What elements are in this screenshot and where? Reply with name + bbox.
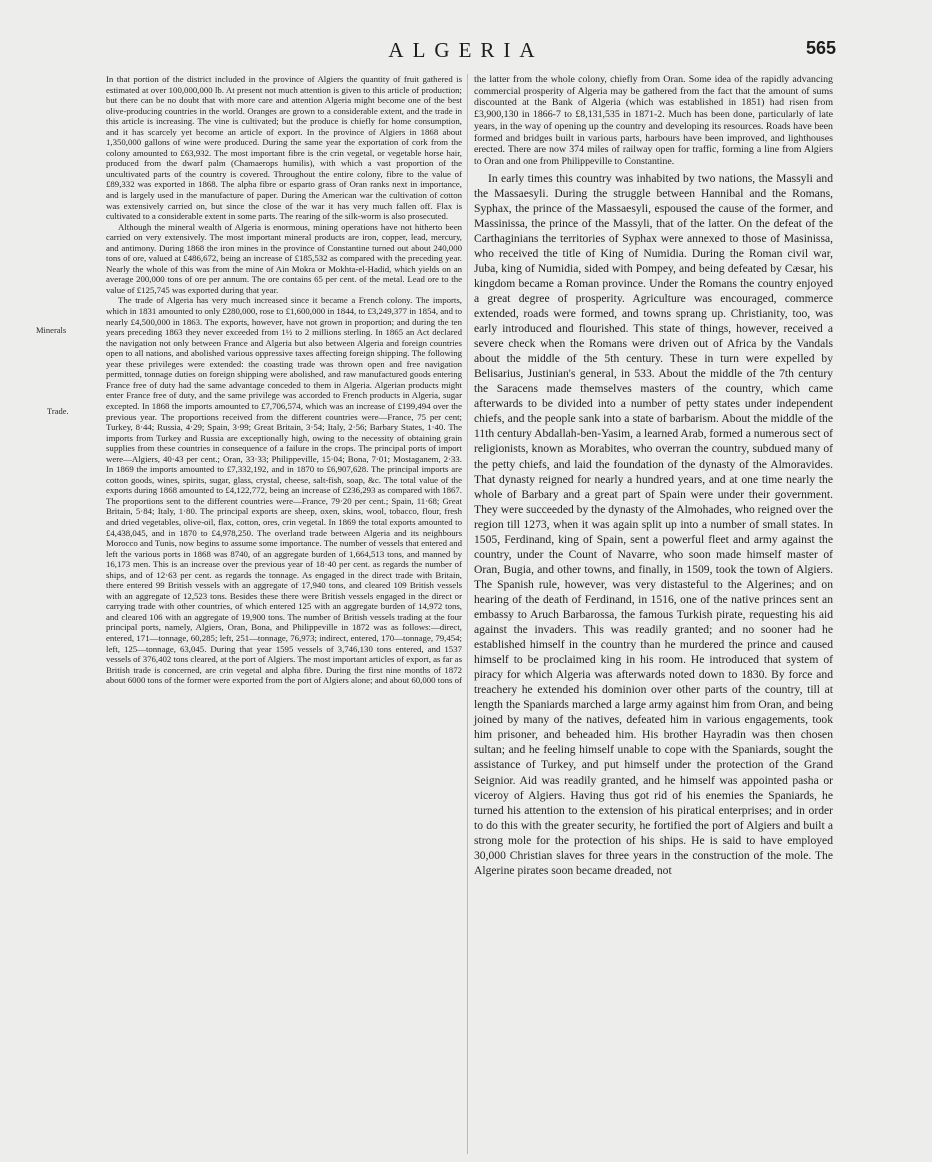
page-number: 565	[805, 38, 836, 58]
right-paragraph-history: In early times this country was inhabited by two nations, the Massyli and the Massaesyli. During the struggle between Hannibal and the Romans, Syphax, the prince of the Massaesyli, espoused the cause of the former, and Massinissa, the prince of the Massyli, that of the latter. On the defeat of the Carthaginians the territories of Syphax were annexed to those of Masinissa, who received the title of King of Numidia. During the Roman civil war, Juba, king of Numidia, sided with Pompey, and being defeated by Cæsar, his kingdom became a Roman province. Under the Romans the country enjoyed a great degree of prosperity. Agriculture was encouraged, commerce extended, roads were formed, and towns sprang up. Christianity, too, was early introduced and flourished. This state of things, however, received a severe check when the Romans were driven out of Africa by the Vandals about the middle of the 5th century. These in turn were expelled by Belisarius, Justinian's general, in 533. About the middle of the 7th century the Saracens made themselves masters of the country, which came afterwards to be divided into a number of petty states under independent chiefs, and the people sank into a state of barbarism. About the middle of the 11th century Abdallah-ben-Yasim, a learned Arab, formed a numerous sect of religionists, known as Morabites, who overran the country, subdued many of the petty chiefs, and laid the foundation of the dynasty of the Almoravides. That dynasty reigned for nearly a hundred years, and at one time nearly the whole of Barbary and a great part of Spain were under their government. They were succeeded by the dynasty of the Almohades, who reigned over the region till 1273, when it was again split up into a number of small states. In 1505, Ferdinand, king of Spain, sent a powerful fleet and army against the country, under the Count of Navarre, who soon made himself master of Oran, Bugia, and other towns, and finally, in 1509, took the town of Algiers. The Spanish rule, however, was very distasteful to the Algerines; and on hearing of the death of Ferdinand, in 1516, one of the native princes sent an embassy to Aruch Barbarossa, the famous Turkish pirate, requesting his aid against the invaders. This was readily granted; and no sooner had he established himself in the country than he murdered the prince and caused himself to be proclaimed king in his room. He introduced that system of piracy for which Algeria was afterwards noted down to 1830. By force and treachery he extended his dominion over other parts of the country, till at length the Spaniards marched a large army against him from Oran, and being joined by many of the natives, defeated him in various engagements, took him prisoner, and beheaded him. His brother Hayradin was then chosen sultan; and he feeling himself unable to cope with the Spaniards, sought the assistance of Turkey, and put himself under the protection of the Grand Seignior. Aid was readily granted, and he himself was appointed pasha or viceroy of Algiers. Having thus got rid of his enemies the Spaniards, he turned his attention to the extension of his piratical enterprises; and in order to do this with the greater security, he fortified the port of Algiers and built a strong mole for the protection of his ships. He is said to have employed 30,000 Christian slaves for three years in the construction of the mole. The Algerine pirates soon became dreaded, not	[474, 171, 833, 877]
left-paragraph-minerals: Although the mineral wealth of Algeria is enormous, mining operations have not hitherto been carried on very extensively. The most important mineral products are iron, copper, lead, mercury, and antimony. During 1868 the iron mines in the province of Constantine turned out about 240,000 tons of ore, valued at £486,672, being an increase of £185,532 as compared with the preceding year. Nearly the whole of this was from the mine of Ain Mokra or Mokhta-el-Hadid, which yields on an average 200,000 tons of ore per annum. The ore contains 65 per cent. of the metal. Lead ore to the value of £125,745 was exported during that year.	[106, 221, 462, 295]
left-paragraph-agriculture: In that portion of the district included in the province of Algiers the quantity of fruit gathered is estimated at over 100,000,000 lb. At present not much attention is given to this article of production; but there can be no doubt that with more care and attention Algeria might become one of the best olive-producing countries in the world. Oranges are grown to a considerable extent, and the trade in this article is increasing. The vine is cultivated; but the produce is chiefly for home consumption, and it has scarcely yet become an article of export. In the province of Algiers in 1868 about 1,350,000 gallons of wine were produced. During the same year the exportation of cork from the colony amounted to £63,932. The most important fibre is the crin vegetal, or vegetable horse hair, produced from the dwarf palm (Chamaerops humilis), with which a vast proportion of the uncultivated parts of the country is covered. Throughout the entire colony, fibre to the value of £89,332 was exported in 1868. The alpha fibre or esparto grass of Oran ranks next in importance, and is largely used in the manufacture of paper. During the American war the cultivation of cotton was extensively carried on, but since the close of the war it has very much fallen off. Flax is cultivated to a considerable extent in some parts. The rearing of the silk-worm is also prosecuted.	[106, 74, 462, 222]
right-paragraph-commerce: the latter from the whole colony, chiefly from Oran. Some idea of the rapidly advancing commercial prosperity of Algeria may be gathered from the fact that the amount of sums discounted at the Bank of Algeria (which was established in 1851) had risen from £3,900,130 in 1866-7 to £8,131,535 in 1871-2. Much has been done, particularly of late years, in the way of opening up the country and developing its resources. Roads have been formed and bridges built in various parts, harbours have been improved, and lighthouses erected. There are now 374 miles of railway open for traffic, forming a line from Algiers to Oran and one from Philippeville to Constantine.	[474, 74, 833, 167]
left-column	[106, 74, 462, 686]
column-divider	[467, 74, 468, 1154]
running-title: ALGERIA	[388, 38, 544, 62]
left-paragraph-trade: The trade of Algeria has very much increased since it became a French colony. The imports, which in 1831 amounted to only £280,000, rose to £1,600,000 in 1844, to £3,249,377 in 1854, and to nearly £4,500,000 in 1863. The exports, however, have not grown in proportion; and during the ten years preceding 1863 they never exceeded from 1½ to 2 millions sterling. In 1865 an Act declared the navigation not only between France and Algeria but also between Algeria and foreign countries open to all nations, and abolished various oppressive taxes affecting foreign shipping. The following year these privileges were extended: the coasting trade was thrown open and free navigation permitted, tonnage duties on foreign shipping were abolished, and raw manufactured goods entering France free of duty had the same advantage conceded to them in Algeria. Algerian products might enter France free of duty, and the same privilege was accorded to French products in Algeria, sugar excepted. In 1868 the imports amounted to £7,706,574, which was an increase of £199,494 over the previous year. The proportions received from the different countries were—France, 75 per cent; Turkey, 8·44; Russia, 4·29; Spain, 3·99; Great Britain, 3·54; Italy, 2·56; Barbary States, 1·40. The imports from Turkey and Russia are exceptionally high, owing to the necessity of obtaining grain supplies from these countries in consequence of a failure in the crops. The principal ports of import were—Algiers, 40·43 per cent.; Oran, 33·33; Philippeville, 15·04; Bona, 7·01; Mostaganem, 2·33. In 1869 the imports amounted to £7,332,192, and in 1870 to £6,907,628. The principal imports are cotton goods, wines, spirits, sugar, glass, crystal, cheese, salt-fish, soap, &c. The total value of the exports during 1868 amounted to £4,122,772, being an increase of £236,293 as compared with 1867. The proportions sent to the different countries were—France, 79·20 per cent.; Spain, 11·68; Great Britain, 5·84; Italy, 1·80. The principal exports are sheep, oxen, skins, wool, tobacco, flour, fresh and dried vegetables, olive-oil, flax, cotton, ores, crin vegetal. In 1869 the total exports amounted to £4,438,045, and in 1870 to £4,978,250. The overland trade between Algeria and its neighbours Morocco and Tunis, now begins to assume some importance. The number of vessels that entered and left the various ports in 1868 was 8740, of an aggregate burden of 1,664,513 tons, and manned by 16,173 men. This is an increase over the previous year of 18·40 per cent. as regards the number of ships, and of 12·63 per cent. as regards the tonnage. As engaged in the direct trade with Britain, there entered 99 British vessels with an aggregate of 17,940 tons, and cleared 109 British vessels with an aggregate of 12,523 tons. Besides these there were British vessels engaged in the direct or carrying trade with other countries, of which entered 125 with an aggregate burden of 14,972 tons, and cleared 106 with an aggregate of 19,900 tons. The number of British vessels trading at the four principal ports, namely, Algiers, Oran, Bona, and Philippeville in 1872 was as follows:—direct, entered, 171—tonnage, 60,285; left, 251—tonnage, 76,973; indirect, entered, 170—tonnage, 79,454; left, 125—tonnage, 63,045. During that year 1595 vessels of 3,746,130 tons entered, and 1537 vessels of 376,402 tons cleared, at the port of Algiers. The most important articles of export, as far as British trade is concerned, are crin vegetal and alpha fibre. During the first nine months of 1872 about 6000 tons of the former were exported from the port of Algiers alone; and about 60,000 tons of	[106, 295, 463, 686]
margin-note-trade: Trade.	[47, 406, 69, 416]
right-column	[474, 74, 833, 878]
margin-note-minerals: Minerals	[36, 325, 67, 335]
